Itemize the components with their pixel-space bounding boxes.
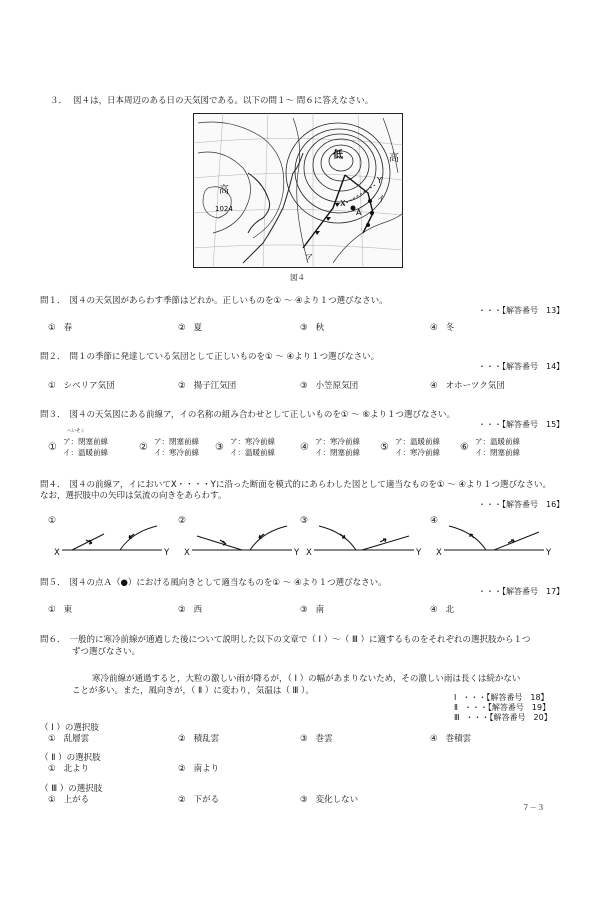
question-3-text: 図４は，日本周辺のある日の天気図である。以下の問１～ 問６に答えなさい。 [73,96,374,106]
option-number: ③ [300,516,309,526]
option-number: ③ [300,605,308,615]
option-number: ② [178,795,186,805]
question-4-note: なお，選択肢中の矢印は気流の向きをあらわす。 [40,491,227,501]
option-text: 南より [193,764,220,774]
question-6-cont: ずつ選びなさい。 [72,647,141,657]
option[interactable] [430,379,505,391]
option-number: ③ [300,795,308,805]
question-label: 問３． [40,410,66,420]
option-line-a: ア：閉塞前線 [154,437,199,446]
passage-line-2: ことが多い。また，風向きが，（ Ⅱ ）に変わり，気温は（ Ⅲ ）。 [72,686,314,696]
option-number: ① [48,323,56,333]
option-line-i: イ：閉塞前線 [475,448,520,457]
option-text: オホーツク気団 [445,381,505,391]
question-label: 問５． [40,578,66,588]
option-number: ② [139,442,148,453]
front-surface-right [120,526,157,550]
answer-number: ・・・【解答番号 13】 [478,306,565,315]
question-text: 図４の天気図があらわす季節はどれか。正しいものを① ～ ④より１つ選びなさい。 [69,296,388,306]
option-text: 揚子江気団 [193,381,237,391]
answer-number: ・・・【解答番号 20】 [465,713,552,722]
option-line-a: ア：閉塞前線 [63,437,108,446]
option-number: ④ [300,442,309,453]
option[interactable] [178,762,219,774]
option-text: 巻積雲 [445,734,472,744]
front-surface-right [362,536,409,550]
cross-section-diagram [62,522,162,554]
option-text: 北より [63,764,90,774]
option[interactable] [300,793,358,805]
option-line-i: イ：閉塞前線 [315,448,360,457]
section-x-label: X [436,548,442,558]
isobar-label: 1024 [215,205,233,213]
airflow-arrow [508,540,514,543]
high-label-right: 高 [389,153,399,164]
option-text: 西 [193,605,203,615]
option-number: ② [178,381,186,391]
question-number: ３． [50,96,68,106]
weather-map-figure [193,113,403,268]
option-text: 上がる [63,795,90,805]
option-number: ① [48,795,56,805]
option-line-a: ア：温暖前線 [475,437,520,446]
answer-number: ・・・【解答番号 15】 [478,420,565,429]
option-line-i: イ：温暖前線 [230,448,275,457]
section-x-label: X [306,548,312,558]
option[interactable] [300,603,324,615]
option[interactable] [430,516,560,560]
option[interactable] [300,732,333,744]
option[interactable] [300,321,324,333]
option[interactable] [430,321,454,333]
option-text: 変化しない [315,795,359,805]
question-text: 図４の天気図にある前線ア，イの名称の組み合わせとして正しいものを① ～ ⑥より１つ選びなさい。 [69,410,455,420]
option-number: ⑥ [460,442,469,453]
map-y-label: Y [377,176,382,185]
option[interactable] [48,732,89,744]
option-text: シベリア気団 [63,381,115,391]
option-number: ③ [300,381,308,391]
front-surface-right [250,526,287,550]
option-text: 冬 [445,323,455,333]
map-a-front-label: ア [305,253,313,262]
option-text: 北 [445,605,455,615]
option[interactable] [48,379,115,391]
cross-section-diagram [314,522,414,554]
answer-number: ・・・【解答番号 14】 [478,362,565,371]
option-number: ⑤ [380,442,389,453]
question-3-sub [40,408,455,420]
section-y-label: Y [416,548,422,558]
option-text: 小笠原気団 [315,381,359,391]
option[interactable] [48,516,178,560]
option-number: ③ [215,442,224,453]
cross-section-diagram [444,522,544,554]
option[interactable] [430,732,471,744]
passage-line-1: 寒冷前線が通過すると，大粒の激しい雨が降るが，（ Ⅰ ）の幅があまりないため，その激しい雨は長くは続かない [92,674,521,684]
option-number: ③ [300,734,308,744]
choice-group-title: （ Ⅲ ）の選択肢 [40,784,103,794]
option[interactable] [300,516,430,560]
option-line-i: イ：寒冷前線 [395,448,440,457]
section-x-label: X [184,548,190,558]
option-text: 東 [63,605,73,615]
option-number: ① [48,764,56,774]
answer-row [454,712,552,723]
question-label: 問２． [40,352,66,362]
option-text: 春 [63,323,73,333]
airflow-arrow [340,534,345,538]
question-6 [40,633,531,645]
question-text: 図４の前線ア，イにおいてX・・・・Yに沿った断面を模式的にあらわした図として適当なものを① ～ ④より１つ選びなさい。 [69,480,552,490]
question-1 [40,294,388,306]
map-x-label: X [340,199,346,208]
option-number: ② [178,734,186,744]
option-number: ④ [430,323,438,333]
option-number: ② [178,764,186,774]
option[interactable] [215,436,295,460]
option-text: 夏 [193,323,203,333]
choice-group-title: （ Ⅱ ）の選択肢 [40,753,101,763]
option[interactable] [48,321,72,333]
front-surface-left [72,534,104,550]
option-number: ④ [430,605,438,615]
point-a-marker [351,206,356,211]
section-x-label: X [54,548,60,558]
option[interactable] [139,436,219,460]
roman-numeral: Ⅰ [454,693,457,702]
option-number: ① [48,605,56,615]
option[interactable] [48,793,89,805]
roman-numeral: Ⅲ [454,713,460,722]
option-number: ① [48,442,57,453]
question-label: 問６． [40,635,66,645]
option-line-i: イ：寒冷前線 [154,448,199,457]
front-surface-left [449,526,486,550]
option-number: ① [48,516,57,526]
section-y-label: Y [546,548,552,558]
roman-numeral: Ⅱ [454,703,458,712]
option[interactable] [178,793,219,805]
option-number: ④ [430,516,439,526]
option[interactable] [430,603,454,615]
option-text: 乱層雲 [63,734,90,744]
option[interactable] [380,436,460,460]
question-label: 問４． [40,480,66,490]
ruby-text: へいそく [67,429,85,434]
map-a-label: A [356,208,362,217]
option-line-a: ア：温暖前線 [395,437,440,446]
option[interactable] [300,379,358,391]
choice-group-title: （ Ⅰ ）の選択肢 [40,723,99,733]
option-number: ② [178,605,186,615]
page-number: ７－３ [522,803,545,812]
question-text: 問１の季節に発達している気団として正しいものを① ～ ④より１つ選びなさい。 [69,352,380,362]
option[interactable] [178,379,236,391]
answer-number: ・・・【解答番号 17】 [478,587,565,596]
answer-number: ・・・【解答番号 18】 [462,693,549,702]
airflow-arrow [380,539,386,542]
option[interactable] [48,436,128,460]
question-3-header [50,94,373,106]
option-text: 積乱雲 [193,734,220,744]
option-text: 秋 [315,323,325,333]
option[interactable] [300,436,380,460]
option[interactable] [48,762,89,774]
section-y-label: Y [164,548,170,558]
question-5 [40,576,387,588]
option-text: 下がる [193,795,220,805]
option-number: ① [48,381,56,391]
option-line-a: ア：寒冷前線 [315,437,360,446]
option-number: ② [178,323,186,333]
front-surface-left [197,536,242,550]
answer-number: ・・・【解答番号 19】 [463,703,551,712]
question-label: 問１． [40,296,66,306]
front-surface-right [494,532,539,550]
figure-caption: 図４ [290,273,305,282]
option-line-i: イ：温暖前線 [63,448,108,457]
question-text: 図４の点Ａ（●）における風向きとして適当なものを① ～ ④より１つ選びなさい。 [69,578,387,588]
map-i-label: イ [377,194,385,203]
answer-number: ・・・【解答番号 16】 [478,500,565,509]
option[interactable] [178,516,308,560]
option-number: ④ [430,381,438,391]
option-text: 南 [315,605,325,615]
section-y-label: Y [294,548,300,558]
option[interactable] [178,603,202,615]
option-number: ② [178,516,187,526]
option-line-a: ア：寒冷前線 [230,437,275,446]
option[interactable] [460,436,540,460]
option[interactable] [48,603,72,615]
option[interactable] [178,732,219,744]
airflow-arrow [470,534,474,538]
question-text: 一般的に寒冷前線が通過した後について説明した以下の文章で（ Ⅰ ）～（ Ⅲ ）に適するものをそれぞれの選択肢から１つ [69,635,531,645]
option-number: ④ [430,734,438,744]
low-label: 低 [333,150,343,161]
option-number: ③ [300,323,308,333]
option-number: ① [48,734,56,744]
option-text: 巻雲 [315,734,333,744]
high-label-left: 高 [219,185,229,196]
cross-section-diagram [192,522,292,554]
front-surface-left [319,526,356,550]
option[interactable] [178,321,202,333]
question-2 [40,350,379,362]
